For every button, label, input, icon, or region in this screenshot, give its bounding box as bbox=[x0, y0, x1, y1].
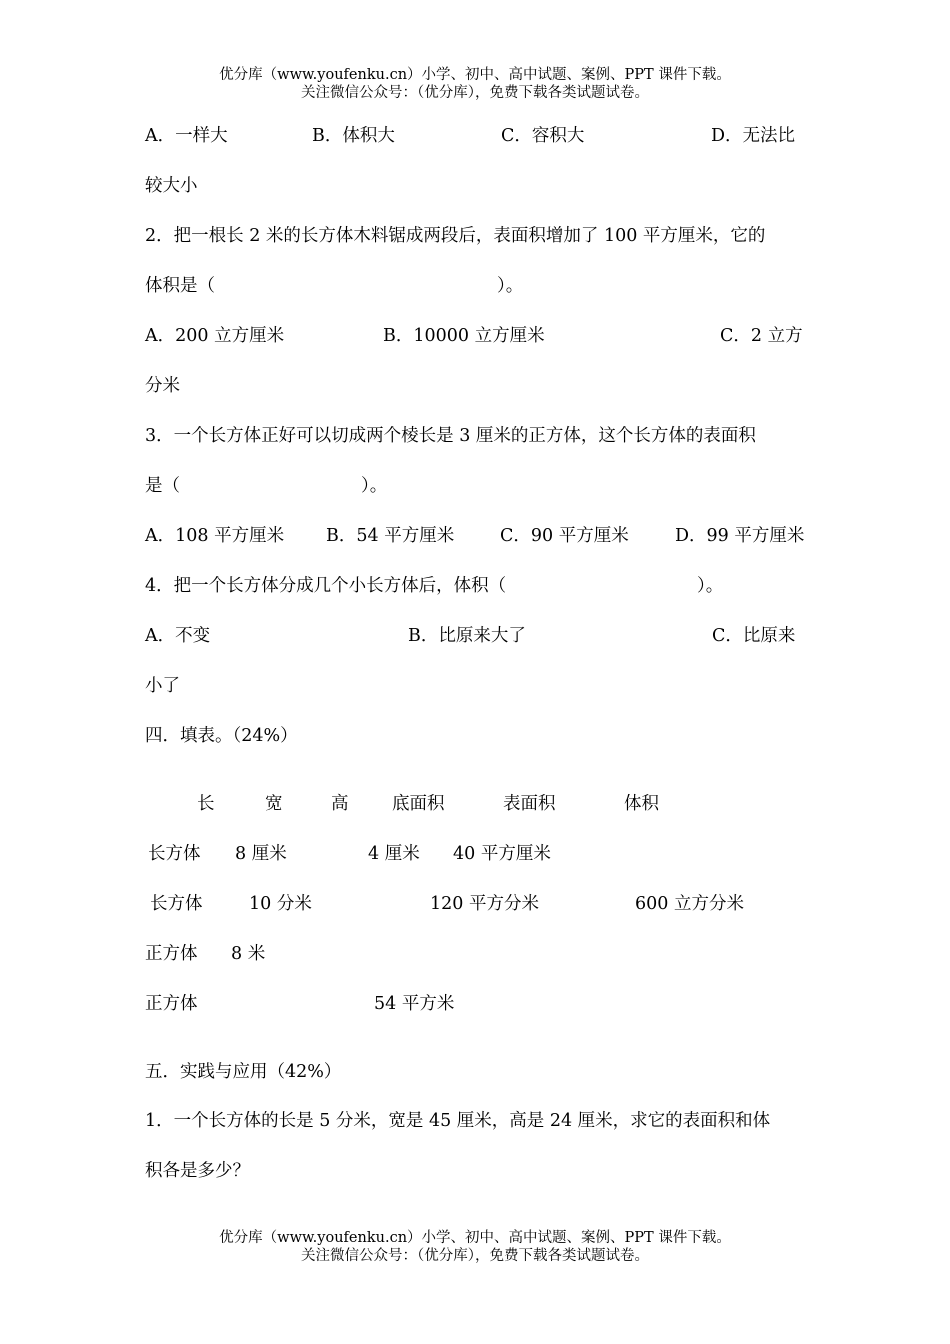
section-5-question-1-cont: 积各是多少？ bbox=[145, 1161, 250, 1181]
q3-option-a: A．108 平方厘米 bbox=[145, 526, 285, 546]
table-row-1-name: 长方体 bbox=[148, 844, 201, 864]
table-row-3-length: 8 米 bbox=[231, 944, 266, 964]
table-row-4-name: 正方体 bbox=[145, 994, 198, 1014]
table-header-volume: 体积 bbox=[624, 794, 659, 814]
q2-option-b: B．10000 立方厘米 bbox=[383, 326, 545, 346]
section-5-title: 五．实践与应用（42%） bbox=[145, 1062, 342, 1082]
question-2-text: 2．把一根长 2 米的长方体木料锯成两段后，表面积增加了 100 平方厘米，它的 bbox=[145, 226, 766, 246]
option-c: C．容积大 bbox=[501, 126, 585, 146]
question-2-blank-end: ）。 bbox=[497, 276, 524, 296]
option-d: D．无法比 bbox=[711, 126, 796, 146]
page-footer bbox=[0, 1229, 950, 1265]
header-line-1: 优分库（www.youfenku.cn）小学、初中、高中试题、案例、PPT 课件下载。 bbox=[219, 67, 731, 83]
footer-line-2: 关注微信公众号：（优分库），免费下载各类试题试卷。 bbox=[301, 1248, 649, 1264]
question-3-blank-end: ）。 bbox=[361, 476, 388, 496]
table-header-width: 宽 bbox=[265, 794, 283, 814]
table-row-2-surface-area: 120 平方分米 bbox=[430, 894, 539, 914]
q4-option-a: A．不变 bbox=[145, 626, 211, 646]
question-4-blank-end: ）。 bbox=[697, 576, 724, 596]
q4-option-b: B．比原来大了 bbox=[408, 626, 526, 646]
table-header-length: 长 bbox=[197, 794, 215, 814]
section-4-title: 四．填表。（24%） bbox=[145, 726, 298, 746]
q3-option-c: C．90 平方厘米 bbox=[500, 526, 629, 546]
table-row-1-base-area: 40 平方厘米 bbox=[453, 844, 551, 864]
table-header-height: 高 bbox=[331, 794, 349, 814]
q2-option-c: C．2 立方 bbox=[720, 326, 803, 346]
q2-option-c-continued: 分米 bbox=[145, 376, 180, 396]
question-3-text-cont: 是（ bbox=[145, 476, 180, 496]
table-header-surface-area: 表面积 bbox=[503, 794, 556, 814]
table-row-2-length: 10 分米 bbox=[249, 894, 312, 914]
question-2-text-cont: 体积是（ bbox=[145, 276, 215, 296]
option-a: A．一样大 bbox=[145, 126, 228, 146]
page-header bbox=[0, 66, 950, 102]
table-row-3-name: 正方体 bbox=[145, 944, 198, 964]
table-header-base-area: 底面积 bbox=[392, 794, 445, 814]
footer-line-1: 优分库（www.youfenku.cn）小学、初中、高中试题、案例、PPT 课件下载。 bbox=[219, 1230, 731, 1246]
section-5-question-1: 1．一个长方体的长是 5 分米，宽是 45 厘米，高是 24 厘米，求它的表面积和体 bbox=[145, 1111, 771, 1131]
option-d-continued: 较大小 bbox=[145, 176, 198, 196]
q4-option-c: C．比原来 bbox=[712, 626, 796, 646]
header-line-2: 关注微信公众号：（优分库），免费下载各类试题试卷。 bbox=[301, 85, 649, 101]
q3-option-b: B．54 平方厘米 bbox=[326, 526, 455, 546]
q3-option-d: D．99 平方厘米 bbox=[675, 526, 805, 546]
table-row-2-name: 长方体 bbox=[150, 894, 203, 914]
question-4-text: 4．把一个长方体分成几个小长方体后，体积（ bbox=[145, 576, 507, 596]
table-row-2-volume: 600 立方分米 bbox=[635, 894, 744, 914]
q4-option-c-continued: 小了 bbox=[145, 676, 180, 696]
table-row-1-length: 8 厘米 bbox=[235, 844, 287, 864]
question-3-text: 3．一个长方体正好可以切成两个棱长是 3 厘米的正方体，这个长方体的表面积 bbox=[145, 426, 756, 446]
q2-option-a: A．200 立方厘米 bbox=[145, 326, 285, 346]
table-row-4-base-area: 54 平方米 bbox=[374, 994, 455, 1014]
option-b: B．体积大 bbox=[312, 126, 395, 146]
table-row-1-height: 4 厘米 bbox=[368, 844, 420, 864]
